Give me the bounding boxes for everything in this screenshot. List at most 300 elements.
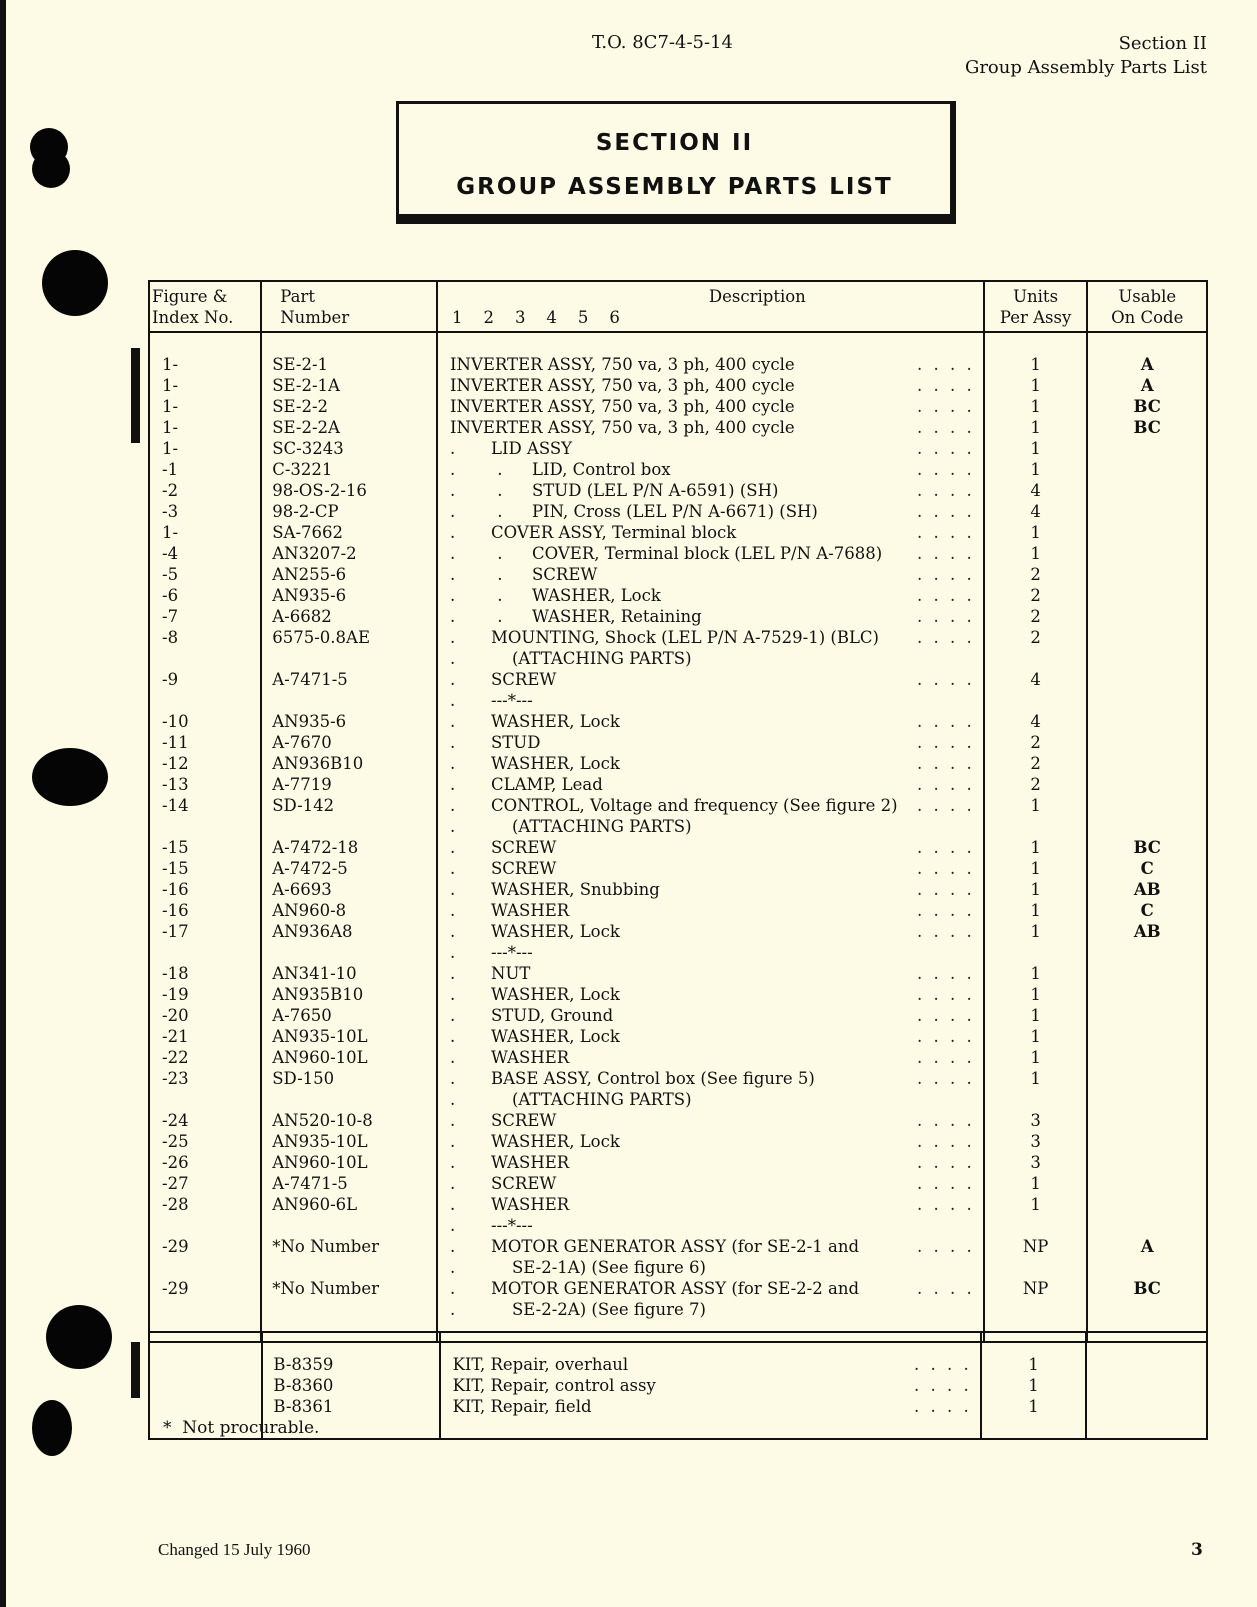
description <box>437 1173 984 1194</box>
part-number: AN520-10-8 <box>261 1110 437 1131</box>
indent-dots: . <box>450 1237 456 1256</box>
units-per-assy <box>984 942 1088 963</box>
binder-hole <box>32 748 108 806</box>
usable-on-code <box>1087 732 1207 753</box>
part-number: SA-7662 <box>261 522 437 543</box>
table-header-row <box>149 281 1207 332</box>
figure-index: -14 <box>149 795 261 816</box>
leader-dots: . . . . <box>916 481 975 500</box>
usable-on-code <box>1087 564 1207 585</box>
figure-index: -11 <box>149 732 261 753</box>
part-number <box>261 1299 437 1320</box>
binder-hole <box>42 250 108 316</box>
description <box>437 858 984 879</box>
units-per-assy: 1 <box>984 375 1088 396</box>
figure-index <box>149 1375 262 1396</box>
usable-on-code <box>1087 627 1207 648</box>
usable-on-code: BC <box>1087 1278 1207 1299</box>
description <box>437 1299 984 1320</box>
units-per-assy: 2 <box>984 732 1088 753</box>
leader-dots: . . . . <box>916 754 975 773</box>
indent-dots: . . <box>450 502 503 521</box>
description <box>440 1354 981 1375</box>
description <box>437 837 984 858</box>
units-per-assy: 1 <box>984 1173 1088 1194</box>
figure-index: 1- <box>149 438 261 459</box>
table-row <box>149 816 1207 837</box>
figure-index: -1 <box>149 459 261 480</box>
leader-dots: . . . . <box>916 1048 975 1067</box>
section-label: Section II <box>1118 33 1207 54</box>
col-description: Description 1 2 3 4 5 6 <box>437 281 984 332</box>
figure-index: 1- <box>149 417 261 438</box>
description-text: WASHER, Lock <box>532 586 661 605</box>
part-number: A-7719 <box>261 774 437 795</box>
title-line-1: SECTION II <box>595 130 754 156</box>
description <box>437 1236 984 1257</box>
usable-on-code <box>1087 816 1207 837</box>
leader-dots: . . . . <box>916 439 975 458</box>
units-per-assy <box>984 1257 1088 1278</box>
figure-index: -2 <box>149 480 261 501</box>
leader-dots: . . . . <box>916 544 975 563</box>
units-per-assy: 2 <box>984 753 1088 774</box>
units-per-assy: NP <box>984 1278 1088 1299</box>
usable-on-code <box>1087 606 1207 627</box>
description-text: SCREW <box>491 670 557 689</box>
usable-on-code <box>1087 1152 1207 1173</box>
units-per-assy: 1 <box>984 858 1088 879</box>
usable-on-code: A <box>1087 1236 1207 1257</box>
table-row <box>149 1278 1207 1299</box>
binder-hole <box>46 1305 112 1369</box>
units-per-assy <box>984 1215 1088 1236</box>
description-text: WASHER, Lock <box>491 922 620 941</box>
units-per-assy: 2 <box>984 606 1088 627</box>
table-row <box>149 396 1207 417</box>
description-text: ---*--- <box>491 691 533 710</box>
description <box>437 984 984 1005</box>
figure-index <box>149 816 261 837</box>
part-number: AN960-6L <box>261 1194 437 1215</box>
figure-index: -20 <box>149 1005 261 1026</box>
description <box>437 543 984 564</box>
usable-on-code <box>1087 1068 1207 1089</box>
description <box>437 942 984 963</box>
indent-dots: . . <box>450 481 503 500</box>
indent-dots: . <box>450 439 456 458</box>
leader-dots: . . . . <box>916 523 975 542</box>
parts-list-table <box>148 280 1208 1343</box>
description-text: STUD (LEL P/N A-6591) (SH) <box>532 481 779 500</box>
description-text: (ATTACHING PARTS) <box>491 817 692 836</box>
indent-dots: . <box>450 1027 456 1046</box>
part-number: AN3207-2 <box>261 543 437 564</box>
table-row <box>149 1299 1207 1320</box>
table-row <box>149 1173 1207 1194</box>
part-number: 6575-0.8AE <box>261 627 437 648</box>
figure-index: -8 <box>149 627 261 648</box>
indent-dots: . . <box>450 460 503 479</box>
description <box>437 417 984 438</box>
description <box>437 1131 984 1152</box>
indent-dots: . <box>450 922 456 941</box>
col-part-number: Part Number <box>261 281 437 332</box>
indent-dots: . <box>450 733 456 752</box>
usable-on-code <box>1087 690 1207 711</box>
usable-on-code: A <box>1087 354 1207 375</box>
table-row <box>149 795 1207 816</box>
indent-dots: . <box>450 1132 456 1151</box>
indent-dots: . <box>450 1195 456 1214</box>
indent-dots: . . <box>450 607 503 626</box>
table-row <box>149 732 1207 753</box>
part-number <box>261 816 437 837</box>
table-row <box>149 690 1207 711</box>
leader-dots: . . . . <box>916 1153 975 1172</box>
table-row <box>149 879 1207 900</box>
figure-index: -27 <box>149 1173 261 1194</box>
part-number: AN960-10L <box>261 1152 437 1173</box>
usable-on-code <box>1087 1110 1207 1131</box>
figure-index <box>149 690 261 711</box>
table-row <box>149 669 1207 690</box>
part-number: A-7670 <box>261 732 437 753</box>
leader-dots: . . . . <box>916 586 975 605</box>
description-text: INVERTER ASSY, 750 va, 3 ph, 400 cycle <box>450 418 795 437</box>
figure-index: 1- <box>149 396 261 417</box>
table-row <box>149 417 1207 438</box>
leader-dots: . . . . <box>916 922 975 941</box>
footnote-not-procurable: * Not procurable. <box>163 1418 320 1438</box>
description <box>437 480 984 501</box>
usable-on-code <box>1087 1089 1207 1110</box>
figure-index: -18 <box>149 963 261 984</box>
usable-on-code <box>1087 648 1207 669</box>
description-text: WASHER, Lock <box>491 985 620 1004</box>
leader-dots: . . . . <box>916 1069 975 1088</box>
units-per-assy <box>984 1299 1088 1320</box>
description <box>437 816 984 837</box>
figure-index: 1- <box>149 375 261 396</box>
indent-dots: . <box>450 796 456 815</box>
table-row <box>149 438 1207 459</box>
leader-dots: . . . . <box>913 1397 972 1416</box>
figure-index <box>149 1257 261 1278</box>
indent-dots: . <box>450 964 456 983</box>
usable-on-code <box>1087 1215 1207 1236</box>
description <box>437 732 984 753</box>
indent-dots: . . <box>450 565 503 584</box>
indent-dots: . <box>450 1090 456 1109</box>
usable-on-code: AB <box>1087 921 1207 942</box>
indent-dots: . . <box>450 586 503 605</box>
part-number <box>261 1215 437 1236</box>
part-number: A-6693 <box>261 879 437 900</box>
figure-index: -28 <box>149 1194 261 1215</box>
page-number: 3 <box>1191 1540 1203 1560</box>
description <box>437 921 984 942</box>
description <box>437 606 984 627</box>
indent-dots: . <box>450 1174 456 1193</box>
units-per-assy: 1 <box>984 522 1088 543</box>
part-number: SE-2-1 <box>261 354 437 375</box>
table-row <box>149 774 1207 795</box>
description-text: WASHER, Lock <box>491 1132 620 1151</box>
description <box>437 648 984 669</box>
indent-dots: . <box>450 1300 456 1319</box>
leader-dots: . . . . <box>916 1111 975 1130</box>
part-number: AN935-6 <box>261 711 437 732</box>
table-row <box>149 522 1207 543</box>
figure-index: -23 <box>149 1068 261 1089</box>
units-per-assy: 1 <box>984 543 1088 564</box>
figure-index <box>149 648 261 669</box>
leader-dots: . . . . <box>916 985 975 1004</box>
description-text: WASHER, Retaining <box>532 607 702 626</box>
description-text: COVER ASSY, Terminal block <box>491 523 737 542</box>
table-row <box>149 627 1207 648</box>
usable-on-code <box>1087 480 1207 501</box>
units-per-assy: 3 <box>984 1131 1088 1152</box>
description <box>437 564 984 585</box>
units-per-assy: 1 <box>984 1068 1088 1089</box>
table-row <box>149 501 1207 522</box>
title-line-2: GROUP ASSEMBLY PARTS LIST <box>456 174 893 200</box>
description-text: PIN, Cross (LEL P/N A-6671) (SH) <box>532 502 818 521</box>
units-per-assy: 1 <box>984 1047 1088 1068</box>
leader-dots: . . . . <box>916 1237 975 1256</box>
usable-on-code <box>1087 795 1207 816</box>
description-text: SCREW <box>491 1111 557 1130</box>
part-number: AN935-10L <box>261 1026 437 1047</box>
usable-on-code <box>1087 984 1207 1005</box>
table-row <box>149 1236 1207 1257</box>
description <box>437 585 984 606</box>
section-title: Group Assembly Parts List <box>964 57 1207 78</box>
leader-dots: . . . . <box>916 796 975 815</box>
description-text: WASHER, Snubbing <box>491 880 660 899</box>
usable-on-code: BC <box>1087 417 1207 438</box>
description-text: SE-2-1A) (See figure 6) <box>491 1258 706 1277</box>
running-header <box>965 32 1207 80</box>
units-per-assy: 1 <box>984 984 1088 1005</box>
description-text: SCREW <box>491 1174 557 1193</box>
leader-dots: . . . . <box>916 460 975 479</box>
figure-index: 1- <box>149 522 261 543</box>
description <box>437 795 984 816</box>
figure-index: -29 <box>149 1278 261 1299</box>
figure-index <box>149 1299 261 1320</box>
part-number: *No Number <box>261 1278 437 1299</box>
usable-on-code <box>1087 1026 1207 1047</box>
description-text: WASHER <box>491 1048 570 1067</box>
figure-index: -3 <box>149 501 261 522</box>
table-row <box>149 984 1207 1005</box>
part-number: AN960-10L <box>261 1047 437 1068</box>
part-number: A-7471-5 <box>261 669 437 690</box>
description <box>437 1005 984 1026</box>
part-number: A-6682 <box>261 606 437 627</box>
indent-dots: . <box>450 1048 456 1067</box>
leader-dots: . . . . <box>916 1195 975 1214</box>
indent-dots: . <box>450 670 456 689</box>
description-text: WASHER, Lock <box>491 712 620 731</box>
description-text: STUD <box>491 733 541 752</box>
description-text: ---*--- <box>491 943 533 962</box>
units-per-assy: 1 <box>984 921 1088 942</box>
description <box>437 459 984 480</box>
description <box>437 669 984 690</box>
usable-on-code <box>1086 1375 1207 1396</box>
usable-on-code <box>1087 1047 1207 1068</box>
usable-on-code <box>1087 1299 1207 1320</box>
usable-on-code <box>1087 585 1207 606</box>
part-number: B-8361 <box>262 1396 439 1417</box>
table-row <box>149 648 1207 669</box>
units-per-assy: 2 <box>984 774 1088 795</box>
table-row <box>149 942 1207 963</box>
description <box>440 1396 981 1417</box>
table-row <box>149 585 1207 606</box>
figure-index: -5 <box>149 564 261 585</box>
units-per-assy: 1 <box>984 963 1088 984</box>
part-number: AN936B10 <box>261 753 437 774</box>
units-per-assy: 1 <box>984 417 1088 438</box>
description-text: KIT, Repair, field <box>452 1397 592 1416</box>
description-text: WASHER, Lock <box>491 1027 620 1046</box>
part-number: SE-2-2A <box>261 417 437 438</box>
description-text: INVERTER ASSY, 750 va, 3 ph, 400 cycle <box>450 376 795 395</box>
usable-on-code <box>1087 543 1207 564</box>
table-row <box>149 375 1207 396</box>
col-figure-index: Figure & Index No. <box>149 281 261 332</box>
indent-dots: . <box>450 943 456 962</box>
leader-dots: . . . . <box>916 397 975 416</box>
leader-dots: . . . . <box>916 418 975 437</box>
binder-hole <box>32 1400 72 1456</box>
description <box>437 375 984 396</box>
description <box>437 1110 984 1131</box>
usable-on-code: C <box>1087 858 1207 879</box>
usable-on-code <box>1087 1173 1207 1194</box>
units-per-assy: 1 <box>984 1026 1088 1047</box>
part-number: SE-2-1A <box>261 375 437 396</box>
indent-dots: . <box>450 838 456 857</box>
usable-on-code <box>1087 753 1207 774</box>
table-row <box>149 1257 1207 1278</box>
description-text: (ATTACHING PARTS) <box>491 1090 692 1109</box>
usable-on-code <box>1087 942 1207 963</box>
table-row <box>149 1152 1207 1173</box>
description-text: KIT, Repair, overhaul <box>452 1355 629 1374</box>
change-bar <box>131 1342 140 1398</box>
indent-dots: . <box>450 1153 456 1172</box>
figure-index: -15 <box>149 858 261 879</box>
usable-on-code <box>1087 669 1207 690</box>
units-per-assy: 3 <box>984 1110 1088 1131</box>
description-text: CLAMP, Lead <box>491 775 603 794</box>
figure-index <box>149 1215 261 1236</box>
part-number: SC-3243 <box>261 438 437 459</box>
table-row <box>149 711 1207 732</box>
part-number: AN341-10 <box>261 963 437 984</box>
units-per-assy: 1 <box>984 396 1088 417</box>
part-number <box>261 690 437 711</box>
leader-dots: . . . . <box>916 355 975 374</box>
units-per-assy: 1 <box>984 438 1088 459</box>
description <box>437 711 984 732</box>
indent-dots: . <box>450 649 456 668</box>
usable-on-code <box>1087 711 1207 732</box>
part-number: SD-142 <box>261 795 437 816</box>
description-text: LID, Control box <box>532 460 671 479</box>
description <box>437 1152 984 1173</box>
usable-on-code <box>1087 1131 1207 1152</box>
part-number: *No Number <box>261 1236 437 1257</box>
table-row <box>149 1026 1207 1047</box>
leader-dots: . . . . <box>916 1027 975 1046</box>
description <box>437 1278 984 1299</box>
units-per-assy: 1 <box>984 879 1088 900</box>
col-units-per-assy: Units Per Assy <box>984 281 1088 332</box>
figure-index: -9 <box>149 669 261 690</box>
description-text: SE-2-2A) (See figure 7) <box>491 1300 706 1319</box>
units-per-assy: 4 <box>984 480 1088 501</box>
leader-dots: . . . . <box>916 712 975 731</box>
description <box>437 1047 984 1068</box>
usable-on-code: BC <box>1087 396 1207 417</box>
indent-dots: . <box>450 901 456 920</box>
table-row <box>149 480 1207 501</box>
description-text: WASHER <box>491 901 570 920</box>
description-text: BASE ASSY, Control box (See figure 5) <box>491 1069 815 1088</box>
indent-dots: . <box>450 712 456 731</box>
description-text: WASHER, Lock <box>491 754 620 773</box>
indent-dots: . <box>450 1111 456 1130</box>
figure-index: -10 <box>149 711 261 732</box>
leader-dots: . . . . <box>913 1355 972 1374</box>
description <box>440 1375 981 1396</box>
table-row <box>149 1110 1207 1131</box>
description <box>437 522 984 543</box>
units-per-assy: 1 <box>984 1194 1088 1215</box>
part-number: A-7650 <box>261 1005 437 1026</box>
description <box>437 963 984 984</box>
description <box>437 900 984 921</box>
table-row <box>149 564 1207 585</box>
binder-hole <box>32 150 70 188</box>
description-text: MOTOR GENERATOR ASSY (for SE-2-1 and <box>491 1237 860 1256</box>
figure-index: -6 <box>149 585 261 606</box>
indent-dots: . <box>450 1258 456 1277</box>
figure-index: -19 <box>149 984 261 1005</box>
units-per-assy: 4 <box>984 501 1088 522</box>
description <box>437 774 984 795</box>
part-number <box>261 1089 437 1110</box>
figure-index: -29 <box>149 1236 261 1257</box>
table-row <box>149 606 1207 627</box>
leader-dots: . . . . <box>916 838 975 857</box>
description <box>437 1194 984 1215</box>
figure-index: -16 <box>149 879 261 900</box>
leader-dots: . . . . <box>916 901 975 920</box>
col-usable-on-code: Usable On Code <box>1087 281 1207 332</box>
usable-on-code: C <box>1087 900 1207 921</box>
indent-dots: . <box>450 985 456 1004</box>
leader-dots: . . . . <box>916 1279 975 1298</box>
figure-index: -21 <box>149 1026 261 1047</box>
